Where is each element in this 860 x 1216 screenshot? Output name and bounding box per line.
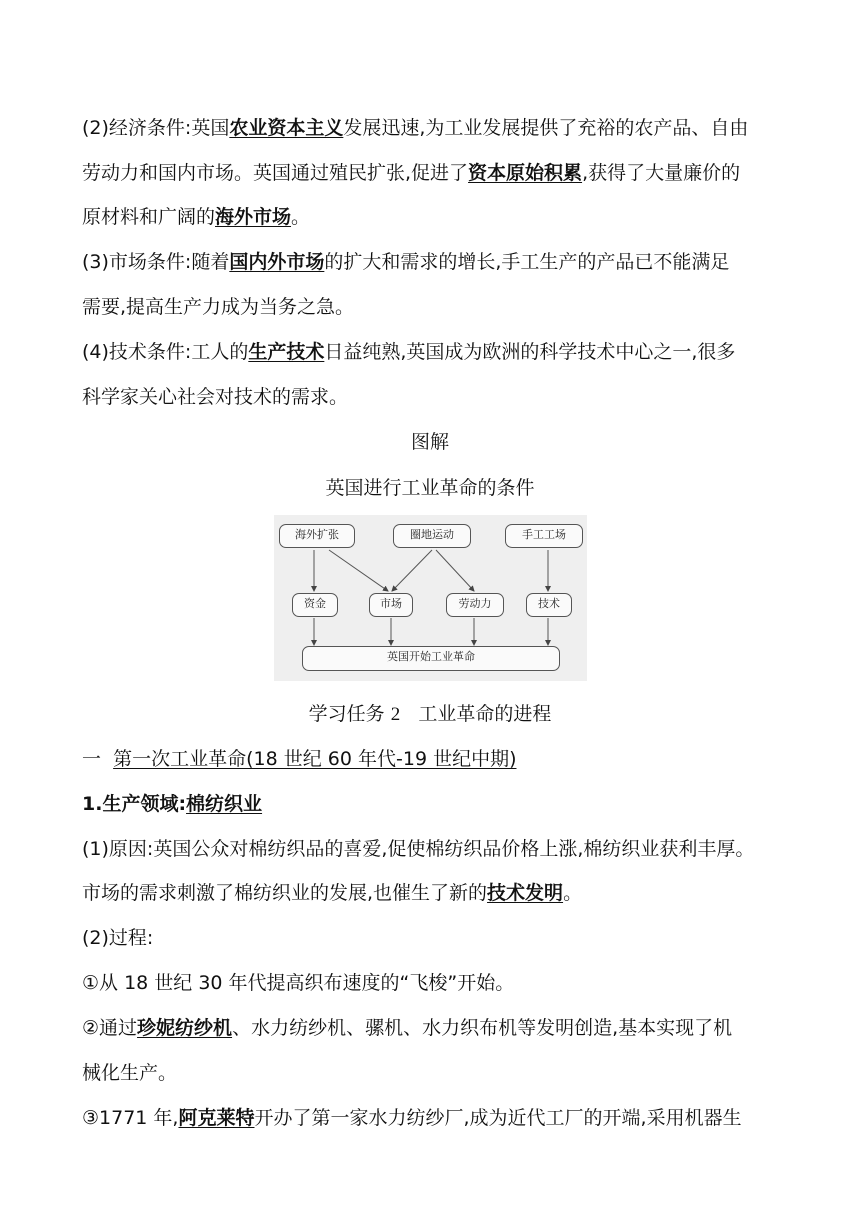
task-heading [0, 702, 860, 727]
para-tech-line2: 科学家关心社会对技术的需求。 [82, 386, 349, 408]
text: 1.生产领域: [82, 793, 187, 815]
text: 发展迅速,为工业发展提供了充裕的农产品、自由 [343, 117, 749, 139]
para-reason-line2 [82, 881, 582, 905]
subheading-production [82, 792, 262, 816]
box-labor: 劳动力 [446, 593, 504, 617]
keyword: 阿克莱特 [178, 1107, 255, 1129]
text: 。 [563, 882, 583, 904]
para-economic-line1 [82, 116, 748, 140]
box-technology: 技术 [526, 593, 572, 617]
box-enclosure-movement: 圈地运动 [393, 524, 471, 548]
box-market: 市场 [369, 593, 413, 617]
text: 。 [291, 206, 311, 228]
process-item-1: ①从 18 世纪 30 年代提高织布速度的“飞梭”开始。 [82, 972, 515, 994]
text: 2 [390, 704, 401, 725]
para-market-line1 [82, 250, 729, 274]
text: (4)技术条件:工人的 [82, 341, 249, 363]
text: 、水力纺纱机、骡机、水力织布机等发明创造,基本实现了机 [232, 1017, 733, 1039]
para-market-line2: 需要,提高生产力成为当务之急。 [82, 296, 355, 318]
figure-label: 图解 [410, 431, 449, 453]
figure-title: 英国进行工业革命的条件 [325, 477, 535, 499]
text: 日益纯熟,英国成为欧洲的科学技术中心之一,很多 [324, 341, 736, 363]
para-reason-line1: (1)原因:英国公众对棉纺织品的喜爱,促使棉纺织品价格上涨,棉纺织业获利丰厚。 [82, 838, 755, 860]
text: 开办了第一家水力纺纱厂,成为近代工厂的开端,采用机器生 [254, 1107, 742, 1129]
box-capital: 资金 [292, 593, 338, 617]
text: 一 [82, 748, 102, 770]
para-economic-line3 [82, 205, 310, 229]
keyword: 生产技术 [248, 341, 325, 363]
keyword: 国内外市场 [229, 251, 325, 273]
box-overseas-expansion: 海外扩张 [279, 524, 355, 548]
keyword: 资本原始积累 [468, 162, 583, 184]
arrow [436, 550, 474, 591]
section-heading [82, 747, 516, 771]
text: ②通过 [82, 1017, 138, 1039]
text: ③1771 年, [82, 1107, 179, 1129]
text: 市场的需求刺激了棉纺织业的发展,也催生了新的 [82, 882, 488, 904]
section-title: 第一次工业革命(18 世纪 60 年代-19 世纪中期) [113, 748, 517, 770]
keyword: 珍妮纺纱机 [137, 1017, 233, 1039]
keyword: 农业资本主义 [229, 117, 344, 139]
arrow [392, 550, 432, 591]
text: ,获得了大量廉价的 [582, 162, 741, 184]
text: 原材料和广阔的 [82, 206, 216, 228]
text: (3)市场条件:随着 [82, 251, 230, 273]
text: (2)经济条件:英国 [82, 117, 230, 139]
text: 工业革命的进程 [418, 703, 552, 725]
text: 劳动力和国内市场。英国通过殖民扩张,促进了 [82, 162, 469, 184]
para-economic-line2 [82, 161, 740, 185]
process-item-2-line2: 械化生产。 [82, 1062, 178, 1084]
text: 学习任务 [308, 703, 385, 725]
conditions-diagram [274, 515, 587, 681]
text: 的扩大和需求的增长,手工生产的产品已不能满足 [324, 251, 730, 273]
para-process-heading: (2)过程: [82, 927, 154, 949]
process-item-3-line1 [82, 1106, 742, 1130]
process-item-2-line1 [82, 1016, 732, 1040]
box-workshops: 手工工场 [505, 524, 583, 548]
keyword: 海外市场 [215, 206, 292, 228]
keyword: 技术发明 [487, 882, 564, 904]
para-tech-line1 [82, 340, 735, 364]
arrow [329, 550, 388, 591]
box-industrial-revolution: 英国开始工业革命 [302, 646, 560, 671]
keyword: 棉纺织业 [186, 793, 263, 815]
